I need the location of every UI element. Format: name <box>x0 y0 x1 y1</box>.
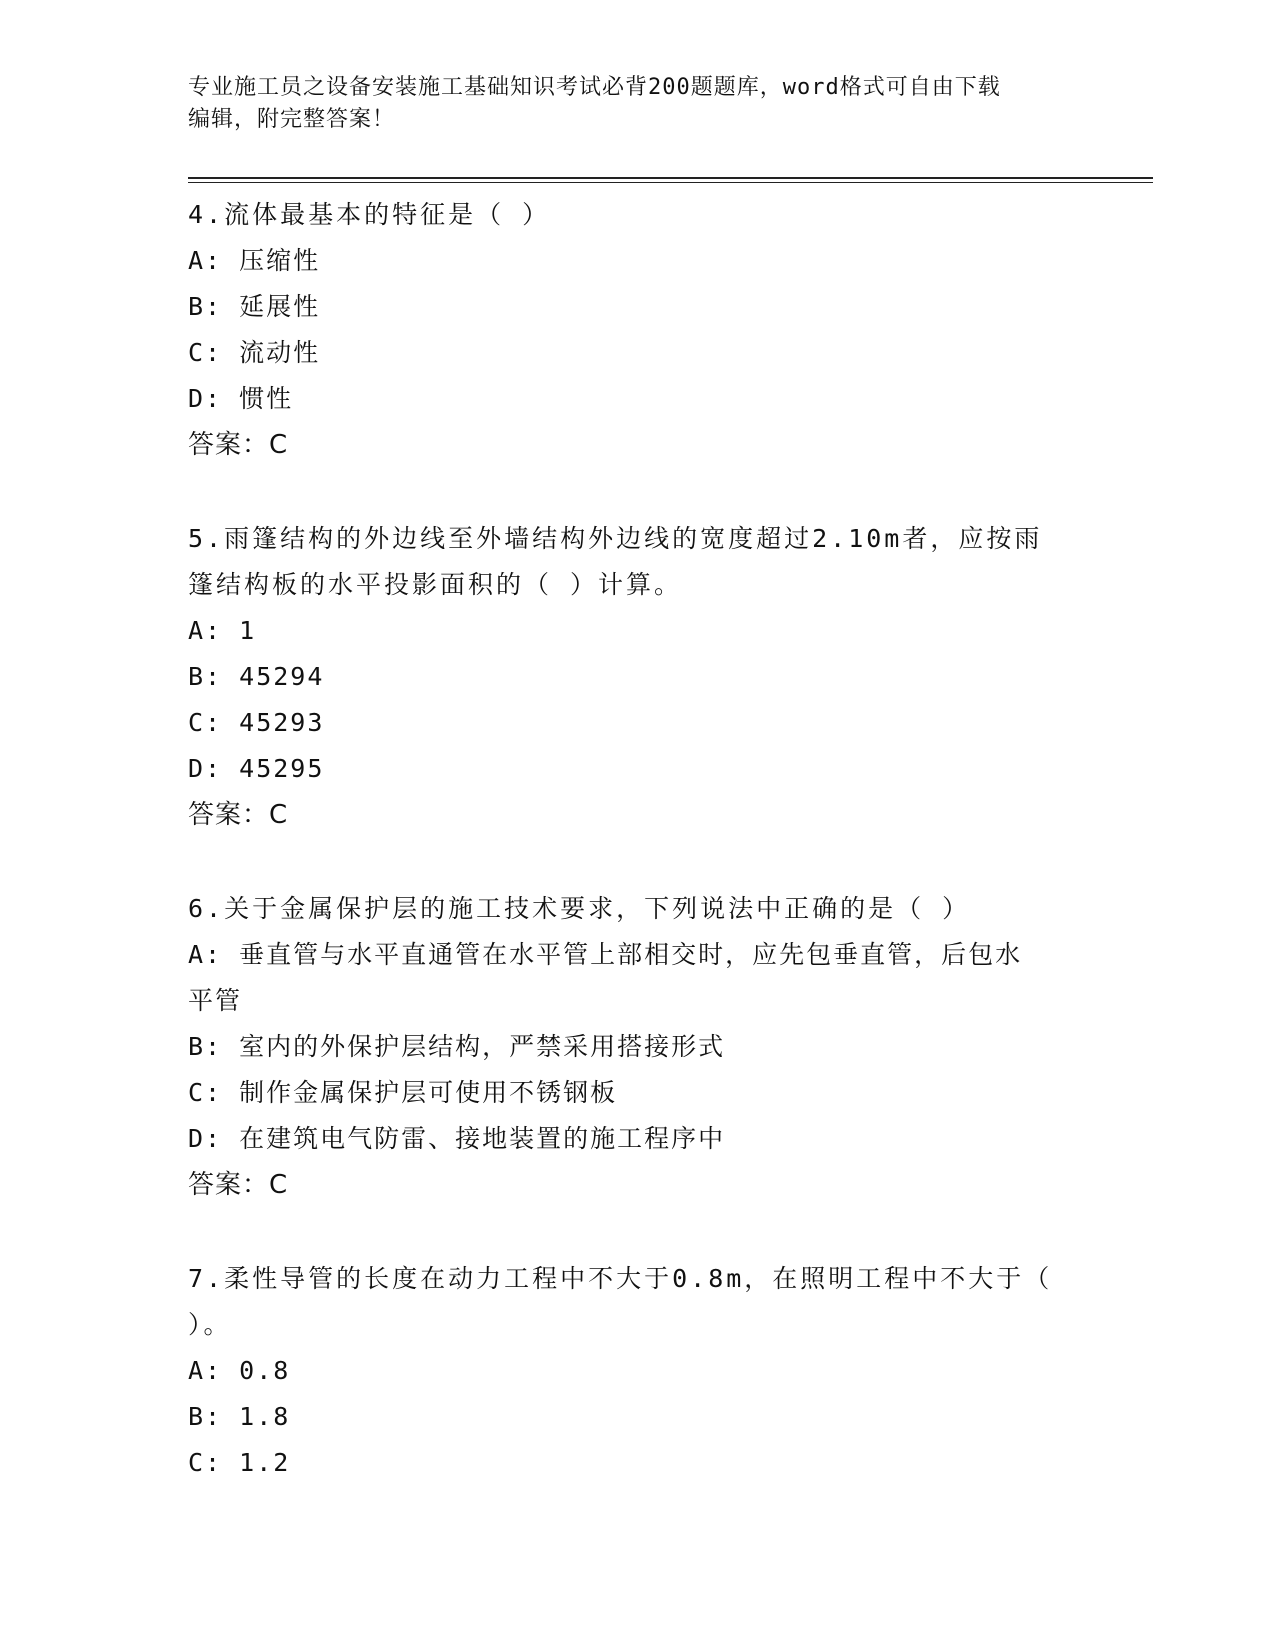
header-title-line-1: 专业施工员之设备安装施工基础知识考试必背200题题库，word格式可自由下载 <box>188 75 1001 100</box>
option-a: A: 压缩性 <box>188 246 321 275</box>
option-b: B: 延展性 <box>188 292 321 321</box>
option-a: A: 1 <box>188 616 257 645</box>
option-b: B: 45294 <box>188 662 325 691</box>
question-stem-line-2: 篷结构板的水平投影面积的（ ）计算。 <box>188 570 683 599</box>
question-4 <box>188 192 1088 468</box>
option-b: B: 1.8 <box>188 1402 291 1431</box>
header-divider-thin <box>188 182 1153 183</box>
option-d: D: 在建筑电气防雷、接地装置的施工程序中 <box>188 1124 726 1153</box>
option-a-continued: 平管 <box>188 986 243 1015</box>
question-list <box>188 192 1088 1534</box>
question-stem-line-1: 7.柔性导管的长度在动力工程中不大于0.8m，在照明工程中不大于（ <box>188 1264 1053 1293</box>
option-d: D: 45295 <box>188 754 325 783</box>
option-c: C: 45293 <box>188 708 325 737</box>
option-c: C: 制作金属保护层可使用不锈钢板 <box>188 1078 618 1107</box>
option-a: A: 0.8 <box>188 1356 291 1385</box>
question-stem: 6.关于金属保护层的施工技术要求，下列说法中正确的是（ ） <box>188 894 971 923</box>
answer-line: 答案：C <box>188 430 289 460</box>
option-c: C: 1.2 <box>188 1448 291 1477</box>
question-7 <box>188 1256 1088 1486</box>
option-b: B: 室内的外保护层结构，严禁采用搭接形式 <box>188 1032 726 1061</box>
question-5 <box>188 516 1088 838</box>
question-stem-line-1: 5.雨篷结构的外边线至外墙结构外边线的宽度超过2.10m者，应按雨 <box>188 524 1043 553</box>
option-a: A: 垂直管与水平直通管在水平管上部相交时，应先包垂直管，后包水 <box>188 940 1023 969</box>
document-header <box>188 72 1078 136</box>
question-stem-line-2: ）。 <box>188 1310 232 1339</box>
question-6 <box>188 886 1088 1208</box>
option-d: D: 惯性 <box>188 384 294 413</box>
question-stem: 4.流体最基本的特征是（ ） <box>188 200 551 229</box>
answer-line: 答案：C <box>188 800 289 830</box>
answer-line: 答案：C <box>188 1170 289 1200</box>
header-title-line-2: 编辑，附完整答案！ <box>188 107 396 132</box>
header-divider-thick <box>188 177 1153 179</box>
option-c: C: 流动性 <box>188 338 321 367</box>
